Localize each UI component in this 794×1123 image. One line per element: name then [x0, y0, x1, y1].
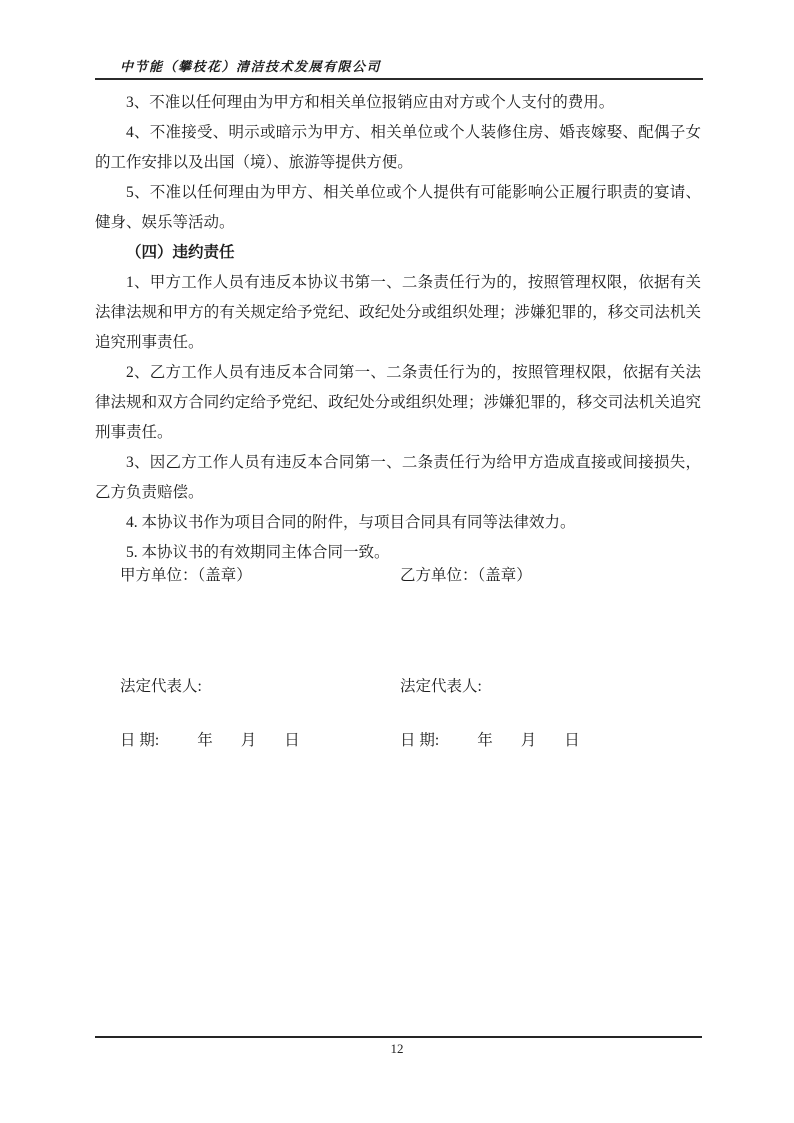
breach-clause-3: 3、因乙方工作人员有违反本合同第一、二条责任行为给甲方造成直接或间接损失，乙方负责赔偿。: [95, 454, 701, 501]
clause-4: 4、不准接受、明示或暗示为甲方、相关单位或个人装修住房、婚丧嫁娶、配偶子女的工作安排以及出国（境）、旅游等提供方便。: [95, 124, 701, 171]
party-b-year-label: 年: [477, 732, 493, 749]
party-a-date-line: [95, 730, 375, 751]
breach-clause-2: 2、乙方工作人员有违反本合同第一、二条责任行为的，按照管理权限，依据有关法律法规和双方合同约定给予党纪、政纪处分或组织处理；涉嫌犯罪的，移交司法机关追究刑事责任。: [95, 364, 701, 441]
party-b-month-label: 月: [520, 732, 537, 749]
signature-representative-row: [95, 676, 701, 697]
party-b-date-label: 日 期:: [400, 732, 440, 749]
signature-block: [95, 565, 701, 751]
clause-3: 3、不准以任何理由为甲方和相关单位报销应由对方或个人支付的费用。: [126, 94, 615, 111]
party-a-representative-label: 法定代表人:: [120, 678, 202, 695]
header-company-name: 中节能（攀枝花）清洁技术发展有限公司: [120, 59, 382, 74]
page-number: 12: [390, 1041, 404, 1056]
footer-rule: [95, 1036, 702, 1038]
party-b-unit-label: 乙方单位：（盖章）: [400, 567, 532, 584]
breach-clause-4: 4. 本协议书作为项目合同的附件，与项目合同具有同等法律效力。: [126, 514, 576, 531]
party-a-month-label: 月: [240, 732, 257, 749]
party-b-date-line: [375, 730, 701, 751]
document-body: [95, 88, 701, 568]
party-b-day-label: 日: [564, 732, 580, 749]
breach-clause-1: 1、甲方工作人员有违反本协议书第一、二条责任行为的，按照管理权限，依据有关法律法规和甲方的有关规定给予党纪、政纪处分或组织处理；涉嫌犯罪的，移交司法机关追究刑事责任。: [95, 274, 701, 351]
party-a-year-label: 年: [197, 732, 213, 749]
party-a-day-label: 日: [284, 732, 300, 749]
party-a-date-label: 日 期:: [120, 732, 160, 749]
header-rule: [95, 78, 703, 80]
party-a-unit-label: 甲方单位：（盖章）: [120, 567, 252, 584]
signature-date-row: [95, 730, 701, 751]
signature-unit-row: [95, 565, 701, 586]
section-heading-breach-of-contract: （四）违约责任: [126, 244, 235, 261]
clause-5: 5、不准以任何理由为甲方、相关单位或个人提供有可能影响公正履行职责的宴请、健身、娱乐等活动。: [95, 184, 701, 231]
document-header: [95, 58, 703, 88]
breach-clause-5: 5. 本协议书的有效期同主体合同一致。: [126, 544, 390, 561]
party-b-representative-label: 法定代表人:: [400, 678, 482, 695]
